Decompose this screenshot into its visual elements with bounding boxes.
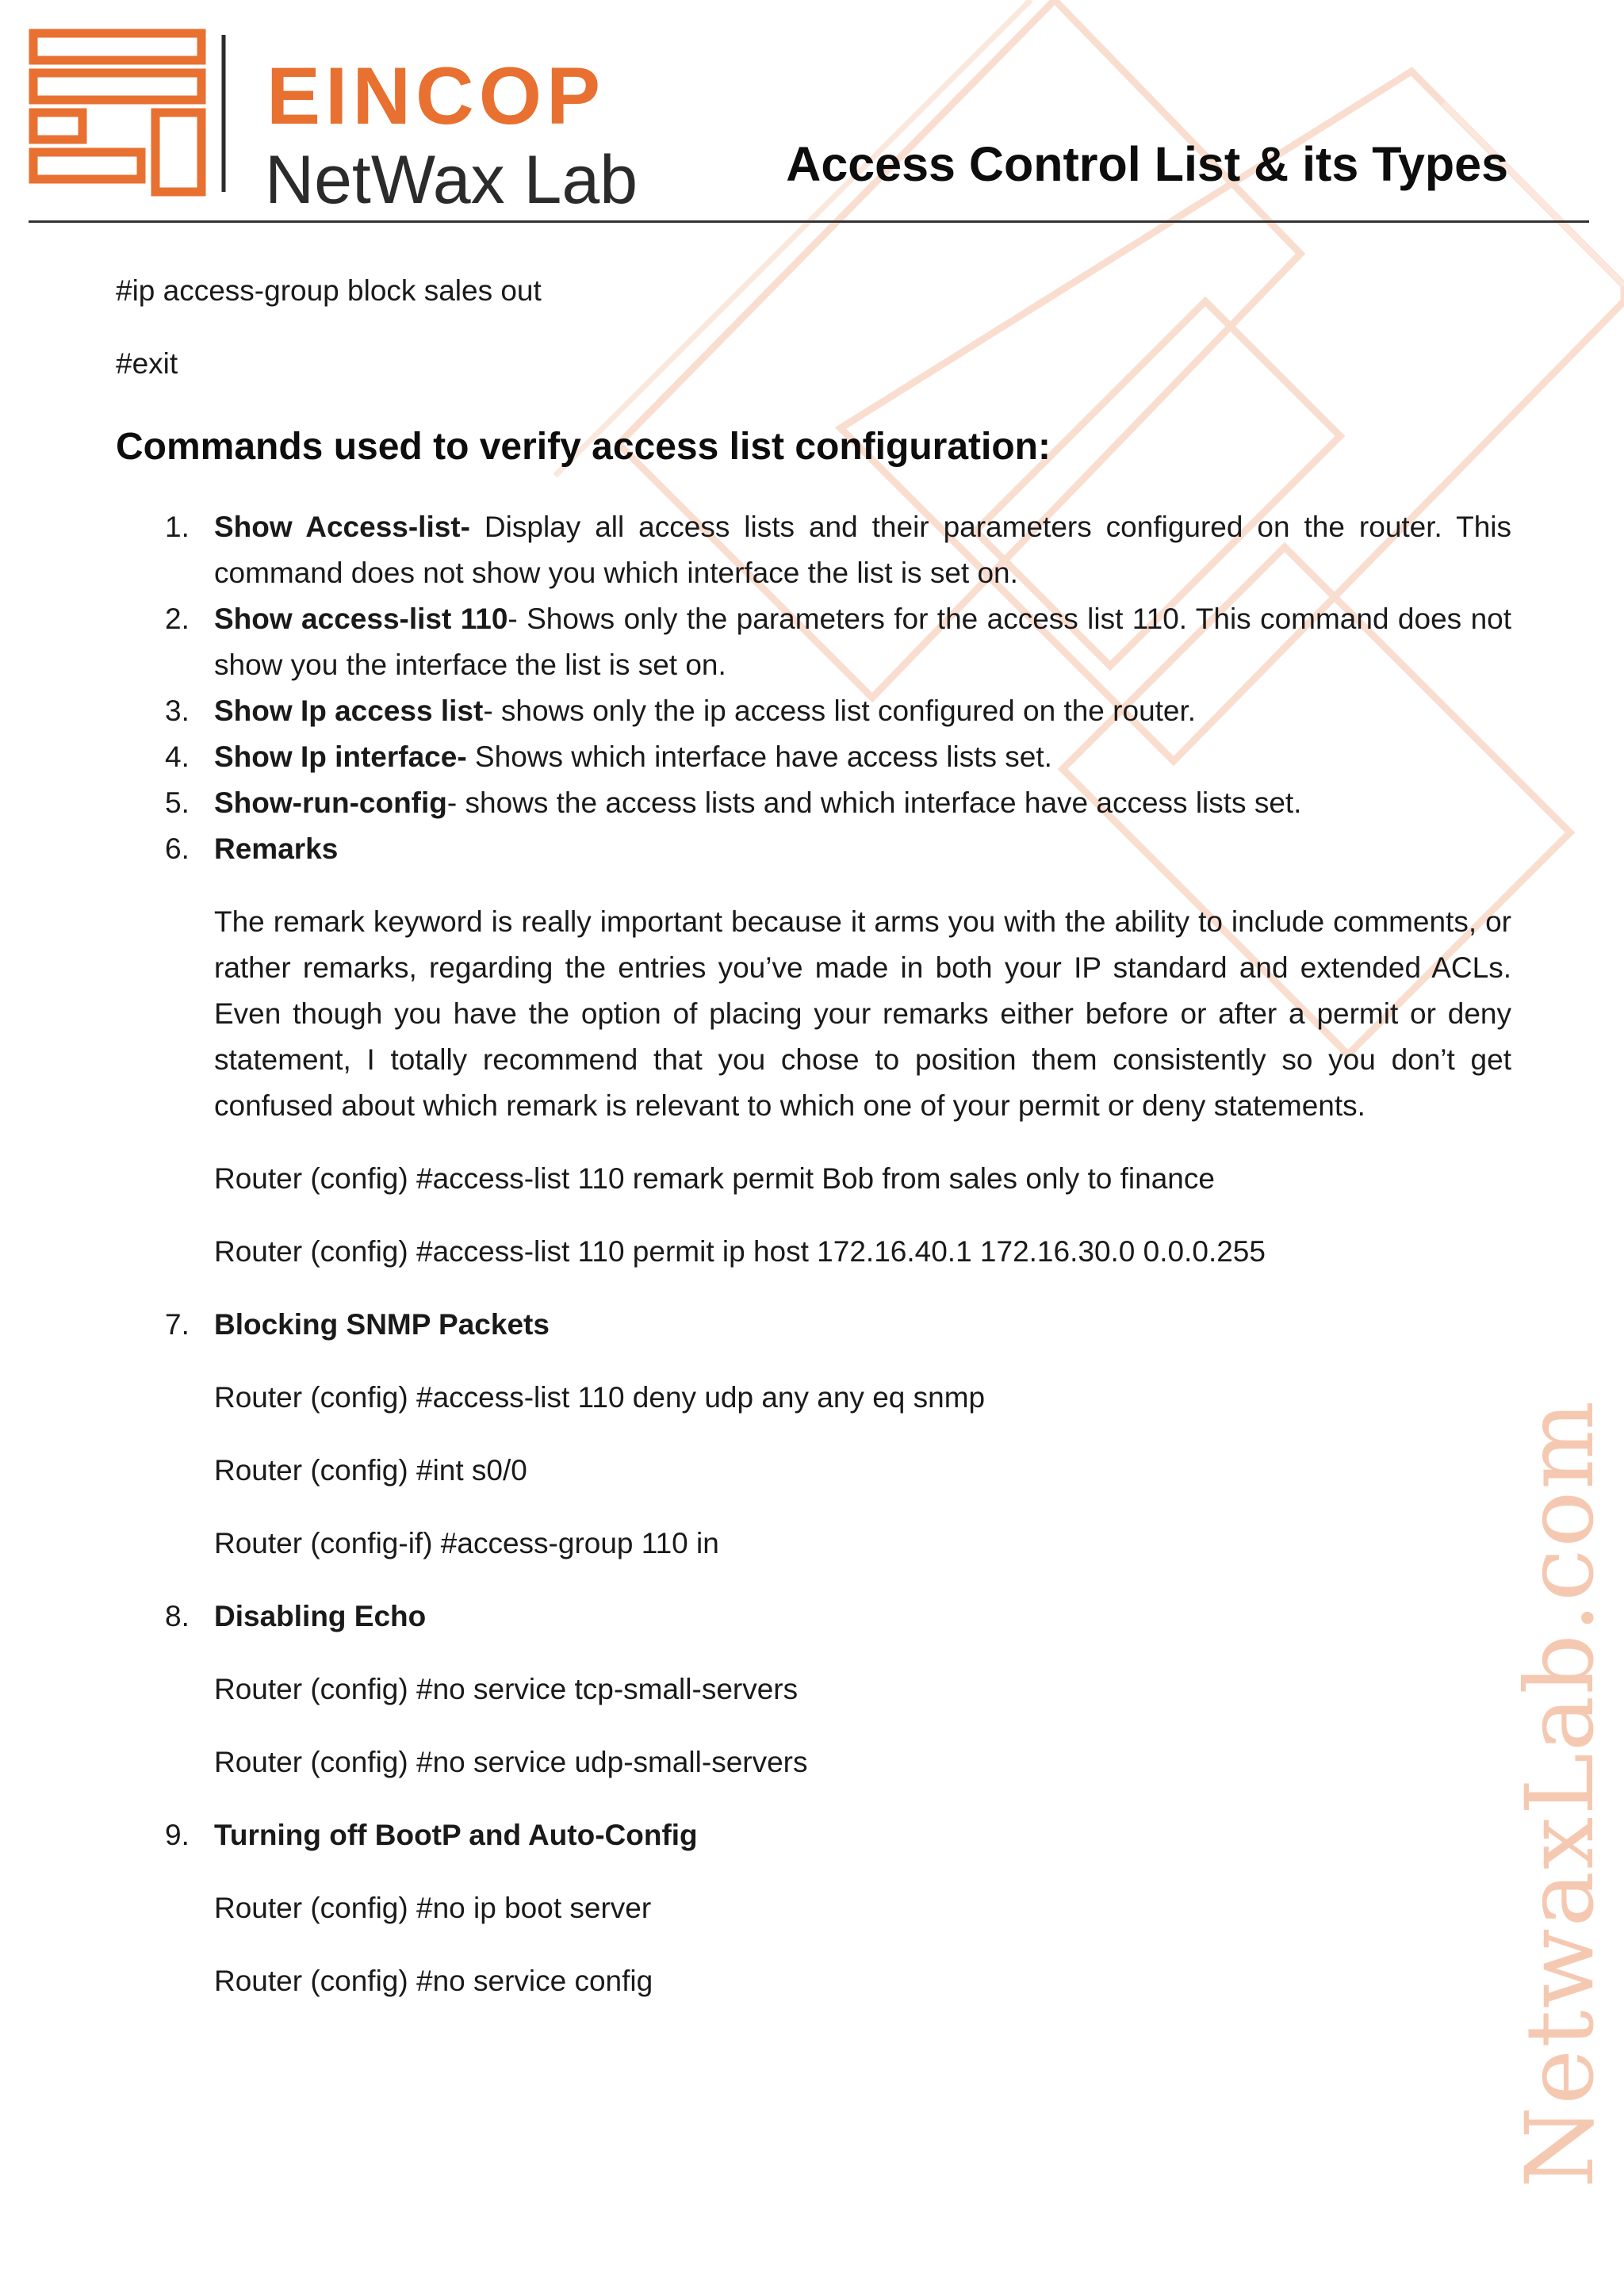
snmp-command-3: Router (config-if) #access-group 110 in	[214, 1527, 719, 1559]
list-item	[116, 1812, 1511, 1858]
list-item-label: Blocking SNMP Packets	[214, 1308, 550, 1341]
watermark-line-2	[1443, 103, 1624, 285]
list-item	[116, 688, 1511, 734]
list-item	[116, 504, 1511, 596]
list-item	[116, 1594, 1511, 1640]
list-item	[116, 1302, 1511, 1348]
remarks-command-2: Router (config) #access-list 110 permit ip host 172.16.40.1 172.16.30.0 0.0.0.255	[214, 1235, 1266, 1268]
brand-subtitle: NetWax Lab	[265, 142, 638, 218]
list-item	[116, 826, 1511, 872]
bootp-command-2: Router (config) #no service config	[214, 1965, 653, 1997]
header-divider	[29, 220, 1589, 223]
list-item-label: Show access-list 110	[214, 603, 508, 635]
snmp-command-2: Router (config) #int s0/0	[214, 1454, 527, 1487]
snmp-command-1: Router (config) #access-list 110 deny udp any any eq snmp	[214, 1381, 986, 1414]
list-item-label: Show Ip interface-	[214, 740, 467, 773]
list-number: 5.	[165, 786, 190, 819]
list-item-text: - shows the access lists and which interface have access lists set.	[446, 786, 1302, 819]
echo-command-2: Router (config) #no service udp-small-servers	[214, 1746, 808, 1778]
list-item-text: - shows only the ip access list configured on the router.	[483, 695, 1197, 727]
intro-command-1: #ip access-group block sales out	[116, 274, 542, 307]
list-item-text: Display all access lists and their parameters configured on the router. This command does not show you which interface the list is set on.	[214, 511, 1511, 589]
list-number: 9.	[165, 1819, 190, 1851]
list-item-label: Turning off BootP and Auto-Config	[214, 1819, 698, 1851]
list-number: 8.	[165, 1600, 190, 1632]
bootp-command-1: Router (config) #no ip boot server	[214, 1892, 652, 1924]
brand-name: EINCOP	[266, 51, 606, 141]
list-item-label: Remarks	[214, 832, 339, 865]
list-number: 7.	[165, 1308, 190, 1341]
list-item-label: Show Access-list-	[214, 511, 470, 543]
list-item	[116, 596, 1511, 688]
list-item-label: Show Ip access list	[214, 695, 484, 727]
list-item-text: Shows which interface have access lists set.	[466, 740, 1052, 773]
list-number: 1.	[165, 511, 190, 543]
list-number: 3.	[165, 695, 190, 727]
remarks-paragraph: The remark keyword is really important because it arms you with the ability to include comments, or rather remarks, regarding the entries you’ve made in both your IP standard and extended ACLs. Even though you have the option of placing your remarks either before or after a permit or deny statement, I totally recommend that you chose to position them consistently so you don’t get confused about which remark is relevant to which one of your permit or deny statements.	[214, 905, 1511, 1122]
command-list	[116, 504, 1511, 2004]
list-number: 6.	[165, 832, 190, 865]
list-number: 4.	[165, 740, 190, 773]
echo-command-1: Router (config) #no service tcp-small-servers	[214, 1673, 799, 1705]
watermark-text: NetwaxLab.com	[1505, 1399, 1614, 2188]
list-item-text: - Shows only the parameters for the access list 110. This command does not show you the interface the list is set on.	[214, 603, 1511, 681]
section-heading: Commands used to verify access list configuration:	[116, 426, 1051, 468]
list-item	[116, 734, 1511, 780]
logo-mark-icon	[29, 29, 235, 198]
list-item-label: Disabling Echo	[214, 1600, 427, 1632]
list-item-label: Show-run-config	[214, 786, 447, 819]
list-item	[116, 780, 1511, 826]
brand-logo	[29, 29, 663, 218]
remarks-command-1: Router (config) #access-list 110 remark permit Bob from sales only to finance	[214, 1162, 1215, 1195]
intro-command-2: #exit	[116, 347, 178, 380]
list-number: 2.	[165, 603, 190, 635]
page-title: Access Control List & its Types	[786, 137, 1508, 191]
